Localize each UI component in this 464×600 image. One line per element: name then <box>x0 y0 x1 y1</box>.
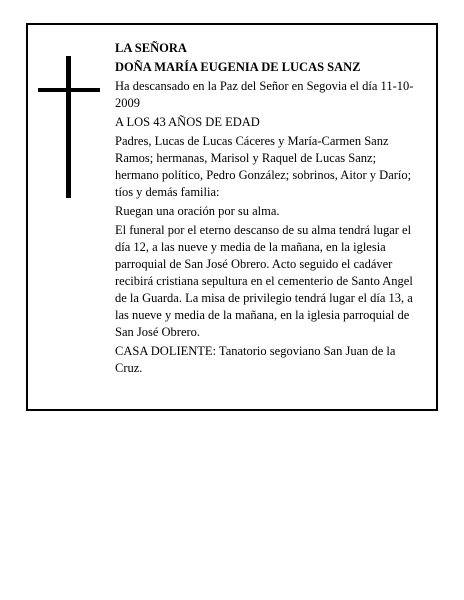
cross-vertical-bar <box>66 56 71 198</box>
funeral-home: CASA DOLIENTE: Tanatorio segoviano San Juan de la Cruz. <box>115 344 396 375</box>
deceased-name: DOÑA MARÍA EUGENIA DE LUCAS SANZ <box>115 60 361 74</box>
cross-horizontal-bar <box>38 88 100 92</box>
family-members: Padres, Lucas de Lucas Cáceres y María-Carmen Sanz Ramos; hermanas, Marisol y Raquel de Lucas Sanz; hermano político, Pedro González; sobrinos, Aitor y Darío; tíos y demás familia: <box>115 134 412 199</box>
funeral-details: El funeral por el eterno descanso de su alma tendrá lugar el día 12, a las nueve y media de la mañana, en la iglesia parroquial de San José Obrero. Acto seguido el cadáver recibirá cristiana sepultura en el cementerio de Santo Angel de la Guarda. La misa de privilegio tendrá lugar el día 13, a las nueve y media de la mañana, en la iglesia parroquial de San José Obrero. <box>115 223 413 339</box>
notice-heading: LA SEÑORA <box>115 41 187 55</box>
cross-icon <box>38 56 100 198</box>
prayer-request: Ruegan una oración por su alma. <box>115 204 280 218</box>
death-notice: Ha descansado en la Paz del Señor en Segovia el día 11-10-2009 <box>115 79 414 110</box>
obituary-text <box>115 40 421 379</box>
obituary-notice <box>26 23 438 411</box>
age-at-death: A LOS 43 AÑOS DE EDAD <box>115 115 260 129</box>
